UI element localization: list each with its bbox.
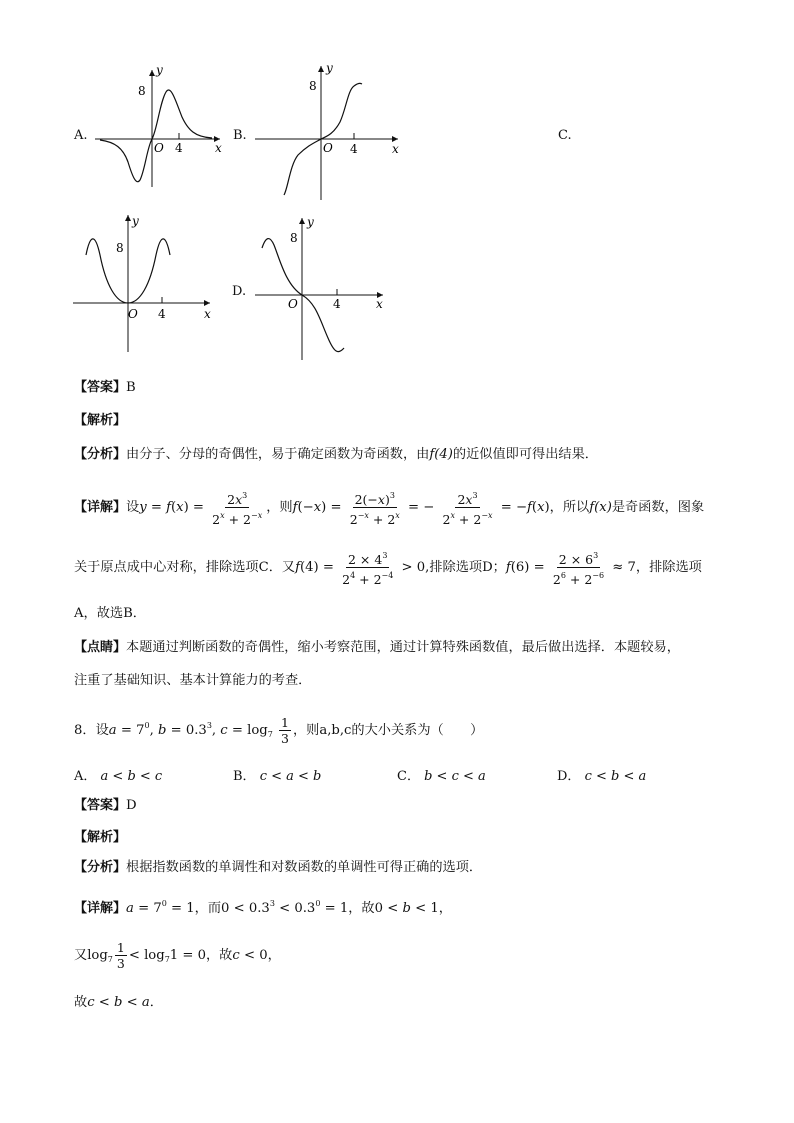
analysis-tag: 【解析】: [74, 413, 127, 428]
fraction: $\frac{1}{3}$: [116, 940, 125, 971]
axis-x-label: x: [392, 142, 399, 156]
fraction: $\frac{1}{3}$: [281, 715, 289, 746]
detail-text: ，则: [266, 500, 293, 515]
detail-tag: 【详解】: [74, 901, 127, 916]
detail-tag: 【详解】: [74, 500, 127, 515]
dianjing-tag: 【点睛】: [74, 640, 127, 655]
detail-text: 关于原点成中心对称，排除选项C．又: [74, 560, 296, 575]
option-b-label: B.: [233, 128, 247, 143]
answer-value: B: [126, 380, 136, 395]
dianjing-text: 本题通过判断函数的奇偶性，缩小考察范围，通过计算特殊函数值，最后做出选择．本题较易，: [126, 640, 680, 655]
detail-fx: f(x): [589, 500, 612, 515]
origin-label: O: [323, 141, 333, 155]
option-a-label: A.: [74, 128, 88, 143]
fenxi-f4: f(4): [429, 447, 453, 462]
detail-text: ，所以: [549, 500, 590, 515]
detail-text: ，故: [206, 948, 233, 963]
axis-x-label: x: [215, 141, 222, 155]
q8-fenxi: [74, 858, 482, 878]
tick-x-4: 4: [333, 297, 341, 311]
graph-option-c: [68, 200, 218, 355]
fenxi-tag: 【分析】: [74, 447, 127, 462]
fenxi-text-1: 由分子、分母的奇偶性，易于确定函数为奇函数，由: [126, 447, 430, 462]
q7-dianjing-2: 注重了基础知识、基本计算能力的考查．: [74, 673, 312, 688]
q8-detail-1: 【详解】$a = 7^0 = 1$，而$0 < 0.3^3 < 0.3^0 = 1$，故0 < b < 1，: [74, 899, 452, 916]
axis-x-label: x: [204, 307, 211, 321]
fenxi-text-2: 的近似值即可得出结果．: [452, 447, 598, 462]
q8-option-a: A． a < b < c: [74, 769, 163, 784]
detail-text: 设: [126, 500, 140, 515]
axis-y-label: y: [326, 61, 333, 75]
tick-y-8: 8: [309, 79, 317, 93]
tick-y-8: 8: [290, 231, 298, 245]
q8-option-b: B． c < a < b: [233, 769, 322, 784]
axis-y-label: y: [132, 214, 139, 228]
fraction: $\frac{2 \times 6^3}{2^6 + 2^{-6}}$: [551, 548, 606, 587]
graph-option-a: [90, 62, 230, 190]
answer-tag: 【答案】: [74, 380, 127, 395]
detail-text: 是奇函数，图象: [611, 500, 705, 515]
graph-option-b: [250, 60, 405, 200]
answer-value: D: [126, 798, 137, 813]
origin-label: O: [128, 307, 138, 321]
fraction: $\frac{2x^3}{2^x + 2^{-x}}$: [440, 488, 494, 527]
q7-fenxi: [74, 445, 598, 465]
axis-x-label: x: [376, 297, 383, 311]
tick-x-4: 4: [175, 141, 183, 155]
fraction: $\frac{2 \times 4^3}{2^4 + 2^{-4}}$: [340, 548, 395, 587]
fraction: $\frac{2(-x)^3}{2^{-x} + 2^x}$: [348, 488, 402, 527]
q8-stem-end: ，则a,b,c的大小关系为（ ）: [292, 723, 484, 738]
q7-dianjing: [74, 638, 680, 658]
q7-answer: [74, 378, 136, 398]
axis-y-label: y: [307, 215, 314, 229]
detail-text: ，而: [194, 901, 222, 916]
q8-option-c: C． b < c < a: [397, 769, 486, 784]
q7-detail-line1: 【详解】设y = f(x) = $\frac{2x^3}{2^x + 2^{-x}}$ ，则f(−x) = $\frac{2(-x)^3}{2^{-x} + 2^x}$ = − $\frac{2x^3}{2^x + 2^{-x}}$ = −f(x)，所以f(x)是奇函数，图象: [74, 488, 704, 528]
tick-y-8: 8: [138, 84, 146, 98]
tick-x-4: 4: [350, 142, 358, 156]
detail-text: ，排除选项: [635, 560, 702, 575]
axis-y-label: y: [156, 63, 163, 77]
detail-text: 又: [74, 948, 88, 963]
q8-detail-3: 故c < b < a．: [74, 995, 163, 1010]
q8-option-d: D． c < b < a: [557, 769, 647, 784]
fenxi-tag: 【分析】: [74, 860, 127, 875]
graph-option-d: [250, 200, 390, 362]
origin-label: O: [288, 297, 298, 311]
q8-stem: 8．设$a = 7^0$, $b = 0.3^3$, $c = \log_7$ $\frac{1}{3}$ ，则a,b,c的大小关系为（ ）: [74, 715, 484, 746]
option-d-label: D.: [232, 284, 247, 299]
q8-detail-2: 又$\log_7$ $\frac{1}{3}$ < $\log_71 = 0$，故c < 0，: [74, 940, 281, 971]
q8-number: 8．设: [74, 723, 109, 738]
analysis-tag: 【解析】: [74, 830, 127, 845]
origin-label: O: [154, 141, 164, 155]
fraction: $\frac{2x^3}{2^x + 2^{-x}}$: [210, 488, 264, 527]
q8-answer: [74, 796, 137, 816]
option-c-label: C.: [558, 128, 572, 143]
fenxi-text: 根据指数函数的单调性和对数函数的单调性可得正确的选项．: [126, 860, 483, 875]
answer-tag: 【答案】: [74, 798, 127, 813]
q7-detail-line3: A，故选B．: [74, 606, 146, 621]
tick-y-8: 8: [116, 241, 124, 255]
q8-analysis-heading: [74, 828, 126, 848]
detail-text: ，故: [348, 901, 375, 916]
detail-text: 故: [74, 995, 88, 1010]
q7-detail-line2: 关于原点成中心对称，排除选项C．又f(4) = $\frac{2 \times 4^3}{2^4 + 2^{-4}}$ > 0,排除选项D；f(6) = $\frac{2 \times 6^3}{2^6 + 2^{-6}}$ ≈ 7，排除选项: [74, 548, 702, 588]
q7-analysis-heading: [74, 411, 126, 431]
detail-text: ,排除选项D；: [425, 560, 506, 575]
tick-x-4: 4: [158, 307, 166, 321]
